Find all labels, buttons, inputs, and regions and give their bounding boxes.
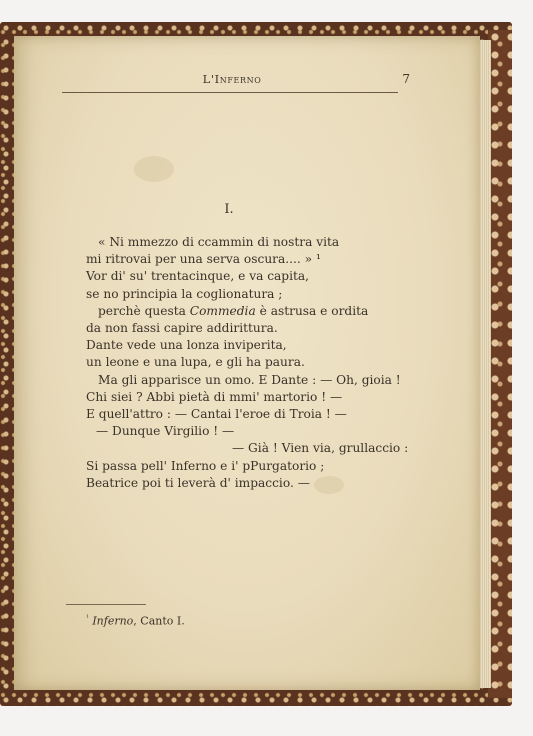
verse-line: Beatrice poi ti leverà d' impaccio. — bbox=[86, 475, 310, 490]
header-rule bbox=[62, 92, 398, 93]
footnote-rule bbox=[66, 604, 146, 605]
footnote-marker: ¹ bbox=[86, 614, 89, 622]
verse-line: — Dunque Virgilio ! — bbox=[96, 424, 235, 439]
running-head bbox=[62, 72, 410, 90]
verse-line: « Ni mmezzo di ccammin di nostra vita bbox=[98, 235, 340, 249]
binding-spine-edge bbox=[488, 30, 512, 698]
verse-block bbox=[86, 234, 426, 492]
canto-number: I. bbox=[224, 202, 234, 217]
foxing-spot bbox=[134, 156, 174, 182]
verse-line: E quell'attro : — Cantai l'eroe di Troia ! — bbox=[86, 407, 347, 422]
verse-line: perchè questa Commedia è astrusa e ordita bbox=[98, 303, 369, 318]
footnote-text: Inferno, Canto I. bbox=[92, 614, 185, 628]
verse-line: Dante vede una lonza inviperita, bbox=[86, 338, 287, 353]
verse-line: un leone e una lupa, e gli ha paura. bbox=[86, 355, 305, 370]
verse-line: Chi siei ? Abbi pietà di mmi' martorio ! — bbox=[86, 389, 343, 404]
verse-line: mi ritrovai per una serva oscura.... » ¹ bbox=[86, 252, 321, 267]
book-page bbox=[14, 36, 480, 690]
verse-line: Vor di' su' trentacinque, e va capita, bbox=[86, 269, 310, 284]
page-number: 7 bbox=[402, 72, 410, 86]
verse-line: Si passa pell' Inferno e i' pPurgatorio ; bbox=[86, 458, 325, 473]
verse-line: da non fassi capire addirittura. bbox=[86, 321, 278, 336]
verse-line: Ma gli apparisce un omo. E Dante : — Oh, gioia ! bbox=[98, 372, 401, 387]
running-title: L'Inferno bbox=[202, 72, 262, 86]
footnote bbox=[86, 614, 185, 628]
verse-line: — Già ! Vien via, grullaccio : bbox=[232, 441, 409, 456]
verse-line: se no principia la coglionatura ; bbox=[86, 286, 283, 301]
